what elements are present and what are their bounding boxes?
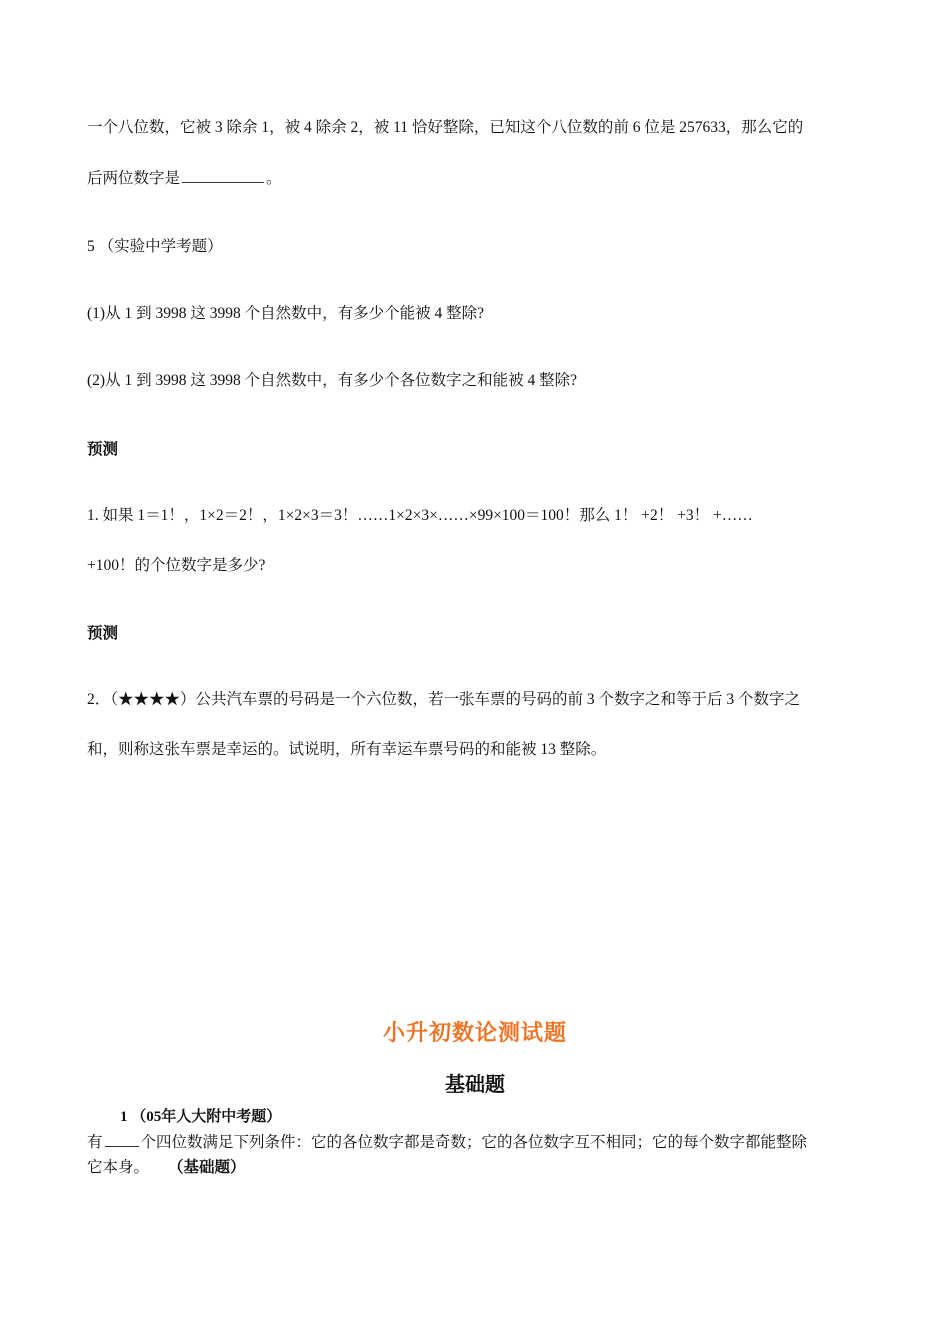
question-1-line-1 xyxy=(87,1131,860,1153)
predict-1-line-1 xyxy=(87,505,860,527)
problem-paragraph-line-1 xyxy=(87,117,860,139)
question-1-header xyxy=(120,1106,860,1128)
question-text: +100！的个位数字是多少? xyxy=(87,557,266,574)
question-text: 有 xyxy=(87,1133,103,1151)
question-5-header xyxy=(87,236,860,258)
question-text: (2)从 1 到 3998 这 3998 个自然数中，有多少个各位数字之和能被 4 整除? xyxy=(87,372,577,389)
question-5-part-2 xyxy=(87,370,860,392)
test-title: 小升初数论测试题 xyxy=(382,1020,567,1046)
problem-text: 一个八位数，它被 3 除余 1，被 4 除余 2，被 11 恰好整除，已知这个八位数的前 6 位是 257633，那么它的 xyxy=(87,119,804,136)
question-header-text: 5 （实验中学考题） xyxy=(87,238,223,255)
predict-heading-1 xyxy=(87,438,860,460)
predict-1-line-2 xyxy=(87,555,860,577)
problem-text: 后两位数字是 xyxy=(87,170,181,187)
question-text: 2．（★★★★）公共汽车票的号码是一个六位数，若一张车票的号码的前 3 个数字之和等于后 3 个数字之 xyxy=(87,691,801,708)
question-text: (1)从 1 到 3998 这 3998 个自然数中，有多少个能被 4 整除? xyxy=(87,305,484,322)
answer-blank xyxy=(182,168,264,183)
question-text: 个四位数满足下列条件：它的各位数字都是奇数；它的各位数字互不相同；它的每个数字都能整除 xyxy=(140,1133,808,1151)
predict-heading-2 xyxy=(87,622,860,644)
answer-blank xyxy=(105,1132,139,1147)
problem-paragraph-line-2 xyxy=(87,168,860,190)
problem-text: 。 xyxy=(266,170,282,187)
section-label: 预测 xyxy=(87,624,119,642)
question-text: 和，则称这张车票是幸运的。试说明，所有幸运车票号码的和能被 13 整除。 xyxy=(87,741,607,758)
question-1-line-2 xyxy=(87,1156,860,1179)
section-subtitle: 基础题 xyxy=(445,1072,505,1096)
question-header-text: 1 （05年人大附中考题） xyxy=(120,1109,282,1125)
difficulty-tag: （基础题） xyxy=(167,1159,246,1176)
question-5-part-1 xyxy=(87,303,860,325)
section-label: 预测 xyxy=(87,440,119,458)
question-text: 它本身。 xyxy=(87,1158,150,1176)
question-text: 1. 如果 1＝1！，1×2＝2！，1×2×3＝3！……1×2×3×……×99×100＝100！那么 1！ +2！ +3！ +…… xyxy=(87,507,753,524)
predict-2-line-2 xyxy=(87,739,860,761)
predict-2-line-1 xyxy=(87,689,860,711)
